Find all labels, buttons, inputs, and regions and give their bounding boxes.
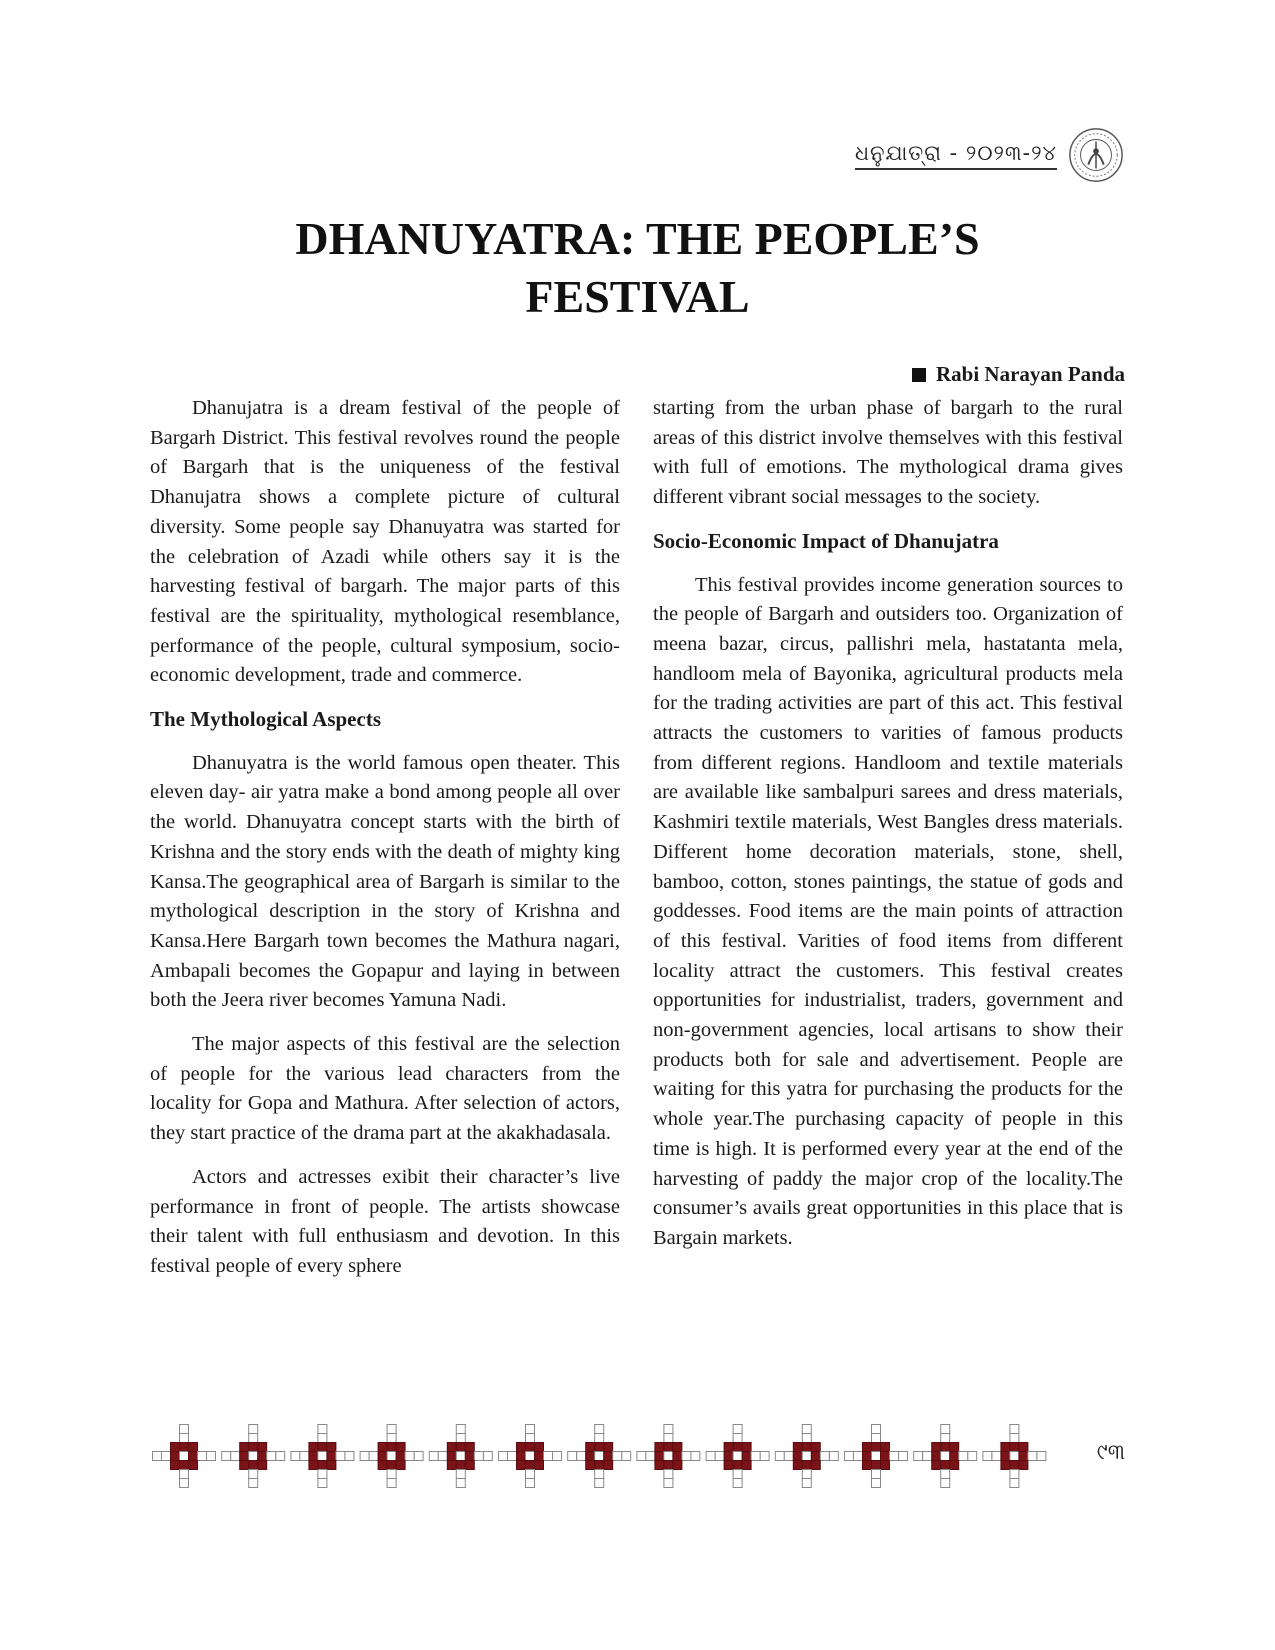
- left-column: [150, 394, 620, 1296]
- section-heading: The Mythological Aspects: [150, 707, 381, 732]
- paragraph: Actors and actresses exibit their character’s live performance in front of people. The artists showcase their talent with full enthusiasm and devotion. In this festival people of every sphere: [150, 1165, 620, 1277]
- motif-cross-icon: [845, 1425, 908, 1488]
- page-number: ୯୩: [1096, 1440, 1125, 1465]
- motif-cross-icon: [429, 1425, 492, 1488]
- article-title: [0, 210, 1275, 326]
- section-heading: Socio-Economic Impact of Dhanujatra: [653, 528, 999, 553]
- journal-header: [855, 126, 1125, 184]
- journal-emblem-icon: [1067, 126, 1125, 184]
- right-column: [653, 394, 1123, 1268]
- motif-cross-icon: [222, 1425, 285, 1488]
- paragraph: Dhanuyatra is the world famous open theater. This eleven day- air yatra make a bond among people all over the world. Dhanuyatra concept starts with the birth of Krishna and the story ends with the death of mighty king Kansa.The geographical area of Bargarh is similar to the mythological description in the story of Krishna and Kansa.Here Bargarh town becomes the Mathura nagari, Ambapali becomes the Gopapur and laying in between both the Jeera river becomes Yamuna Nadi.: [150, 751, 620, 1012]
- motif-cross-icon: [775, 1425, 838, 1488]
- motif-cross-icon: [153, 1425, 216, 1488]
- title-line-2: FESTIVAL: [525, 271, 750, 322]
- paragraph: This festival provides income generation sources to the people of Bargarh and outsiders too. Organization of meena bazar, circus, pallishri mela, hastatanta mela, handloom mela of Bayonika, agricultural products mela for the trading activities are part of this act. This festival attracts the customers to varities of famous products from different regions. Handloom and textile materials are available like sambalpuri sarees and dress materials, Kashmiri textile materials, West Bangles dress materials. Different home decoration materials, stone, shell, bamboo, cotton, stones paintings, the statue of gods and goddesses. Food items are the main points of attraction of this festival. Varities of food items from different locality attract the customers. This festival creates opportunities for industrialist, traders, government and non-government agencies, local artisans to show their products both for sale and advertisement. People are waiting for this yatra for purchasing the products for the whole year.The purchasing capacity of people in this time is high. It is performed every year at the end of the harvesting of paddy the major crop of the locality.The consumer’s avails great opportunities in this place that is Bargain markets.: [653, 573, 1123, 1249]
- motif-cross-icon: [914, 1425, 977, 1488]
- paragraph: starting from the urban phase of bargarh to the rural areas of this district involve themselves with this festival with full of emotions. The mythological drama gives different vibrant social messages to the society.: [653, 397, 1123, 509]
- paragraph: Dhanujatra is a dream festival of the people of Bargarh District. This festival revolves round the people of Bargarh that is the uniqueness of the festival Dhanujatra shows a complete picture of cultural diversity. Some people say Dhanuyatra was started for the celebration of Azadi while others say it is the harvesting festival of bargarh. The major parts of this festival are the spirituality, mythological resemblance, performance of the people, cultural symposium, socio-economic development, trade and commerce.: [150, 397, 620, 687]
- paragraph: The major aspects of this festival are the selection of people for the various lead characters from the locality for Gopa and Mathura. After selection of actors, they start practice of the drama part at the akakhadasala.: [150, 1033, 620, 1145]
- motif-cross-icon: [706, 1425, 769, 1488]
- title-line-1: DHANUYATRA: THE PEOPLE’S: [295, 213, 980, 264]
- footer-border-motif: [150, 1422, 1110, 1490]
- author-byline: [912, 362, 1125, 387]
- author-name: Rabi Narayan Panda: [935, 362, 1125, 386]
- bullet-square-icon: [912, 368, 926, 382]
- motif-cross-icon: [637, 1425, 700, 1488]
- motif-cross-icon: [360, 1425, 423, 1488]
- motif-cross-icon: [291, 1425, 354, 1488]
- motif-cross-icon: [568, 1425, 631, 1488]
- journal-title: ଧନୁଯାତ୍ରା - ୨୦୨୩-୨୪: [855, 141, 1057, 170]
- motif-cross-icon: [983, 1425, 1046, 1488]
- motif-cross-icon: [499, 1425, 562, 1488]
